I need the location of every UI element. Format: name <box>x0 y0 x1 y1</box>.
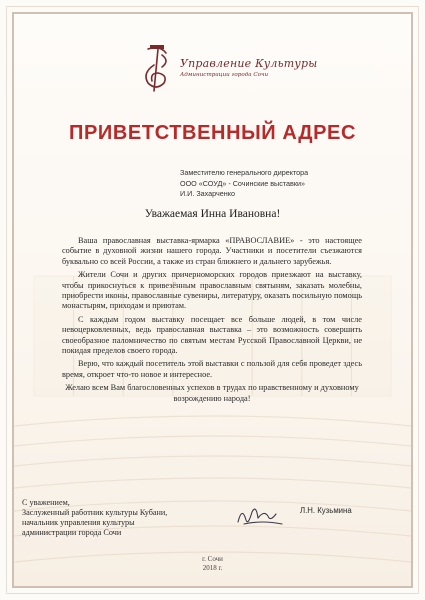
city: г. Сочи <box>202 555 223 563</box>
signoff-title-3: администрации города Сочи <box>22 528 122 537</box>
document-title: ПРИВЕТСТВЕННЫЙ АДРЕС <box>69 122 356 144</box>
paragraph-2: Жители Сочи и других причерноморских городов приезжают на выставку, чтобы прикоснуться к привезённым православным святыням, заказать молебны, приобрести иконы, православные сувениры, литературу, оказать посильную помощь монастырям, приходам и приютам. <box>62 270 362 311</box>
greeting: Уважаемая Инна Ивановна! <box>144 208 281 220</box>
signoff-title-2: начальник управления культуры <box>22 518 135 527</box>
paragraph-5: Желаю всем Вам благословенных успехов в трудах по нравственному и духовному возрождению народа! <box>65 383 359 403</box>
paragraph-3: С каждым годом выставку посещает все больше людей, в том числе невоцерковленных, ведь православная выставка – это возможность совершить своеобразное паломничество по святым местам Русской Православной Церкви, не покидая пределов своего города. <box>62 314 362 356</box>
place-date <box>0 555 425 573</box>
recipient-name: И.И. Захарченко <box>180 189 235 198</box>
paragraph-4: Верю, что каждый посетитель этой выставки с пользой для себя проведет здесь время, откроет что-то новое и интересное. <box>62 359 362 379</box>
signatory-name: Л.Н. Кузьмина <box>300 506 352 515</box>
signoff-regards: С уважением, <box>22 498 70 507</box>
recipient-block <box>180 168 380 200</box>
recipient-company: ООО «СОУД» - Сочинские выставки» <box>180 178 305 188</box>
recipient-position: Заместителю генерального директора <box>180 168 309 177</box>
signoff-title-1: Заслуженный работник культуры Кубани, <box>22 508 168 517</box>
letter-body <box>62 236 362 407</box>
signoff-block <box>22 498 202 538</box>
paragraph-1: Ваша православная выставка-ярмарка «ПРАВОСЛАВИЕ» - это настоящее событие в духовной жизни нашего города. Участники и посетители съезжаются буквально со всей России, а также из стран ближнего и дальнего зарубежья. <box>62 236 362 266</box>
logo-name: Управление Культуры <box>180 57 318 70</box>
year: 2018 г. <box>202 564 223 572</box>
handwritten-signature <box>234 500 288 530</box>
logo-subtitle: Администрации города Сочи <box>180 72 269 78</box>
culture-department-logo <box>136 43 326 103</box>
violin-clef-icon <box>136 43 180 101</box>
